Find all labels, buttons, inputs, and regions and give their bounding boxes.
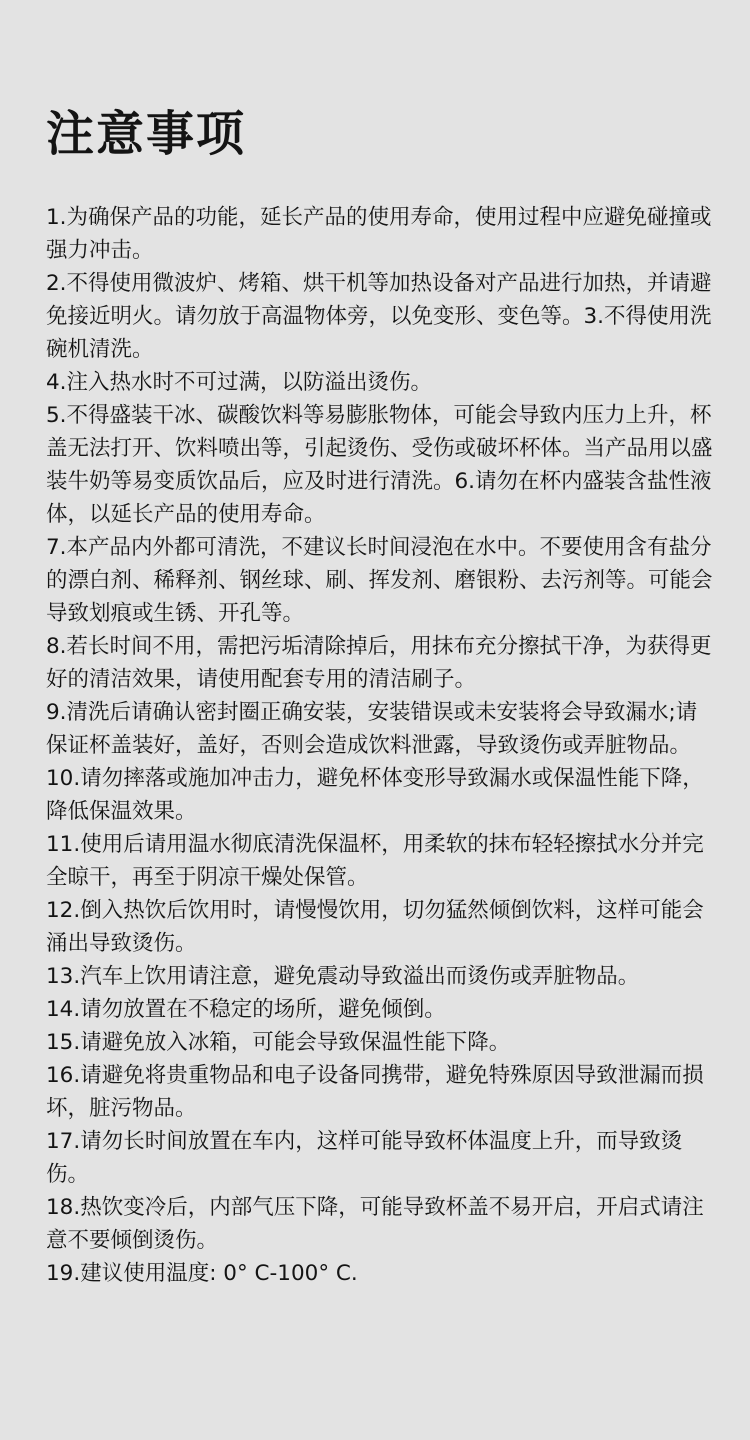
note-item-9: 9.清洗后请确认密封圈正确安装，安装错误或未安装将会导致漏水;请保证杯盖装好，盖好，否则会造成饮料泄露，导致烫伤或弄脏物品。: [46, 700, 698, 758]
note-item-13: 13.汽车上饮用请注意，避免震动导致溢出而烫伤或弄脏物品。: [46, 964, 640, 989]
notes-list: [46, 201, 716, 1290]
note-item-14: 14.请勿放置在不稳定的场所，避免倾倒。: [46, 997, 446, 1022]
note-item-8: 8.若长时间不用，需把污垢清除掉后，用抹布充分擦拭干净，为获得更好的清洁效果，请使用配套专用的清洁刷子。: [46, 634, 712, 692]
note-item-10: 10.请勿摔落或施加冲击力，避免杯体变形导致漏水或保温性能下降，降低保温效果。: [46, 766, 704, 824]
note-item-12: 12.倒入热饮后饮用时，请慢慢饮用，切勿猛然倾倒饮料，这样可能会涌出导致烫伤。: [46, 898, 704, 956]
note-item-16: 16.请避免将贵重物品和电子设备同携带，避免特殊原因导致泄漏而损坏，脏污物品。: [46, 1063, 704, 1121]
note-item-17: 17.请勿长时间放置在车内，这样可能导致杯体温度上升，而导致烫伤。: [46, 1129, 683, 1187]
page-title: 注意事项: [46, 106, 247, 162]
note-item-11: 11.使用后请用温水彻底清洗保温杯，用柔软的抹布轻轻擦拭水分并完全晾干，再至于阴凉干燥处保管。: [46, 832, 704, 890]
note-item-4: 4.注入热水时不可过满，以防溢出烫伤。: [46, 370, 433, 395]
note-item-15: 15.请避免放入冰箱，可能会导致保温性能下降。: [46, 1030, 511, 1055]
note-item-19: 19.建议使用温度: 0° C-100° C.: [46, 1261, 358, 1286]
note-item-2: 2.不得使用微波炉、烤箱、烘干机等加热设备对产品进行加热，并请避免接近明火。请勿放于高温物体旁，以免变形、变色等。3.不得使用洗碗机清洗。: [46, 271, 712, 362]
note-item-18: 18.热饮变冷后，内部气压下降，可能导致杯盖不易开启，开启式请注意不要倾倒烫伤。: [46, 1195, 704, 1253]
note-item-7: 7.本产品内外都可清洗，不建议长时间浸泡在水中。不要使用含有盐分的漂白剂、稀释剂、钢丝球、刷、挥发剂、磨银粉、去污剂等。可能会导致划痕或生锈、开孔等。: [46, 535, 713, 626]
note-item-1: 1.为确保产品的功能，延长产品的使用寿命，使用过程中应避免碰撞或强力冲击。: [46, 205, 712, 263]
note-item-5: 5.不得盛装干冰、碳酸饮料等易膨胀物体，可能会导致内压力上升，杯盖无法打开、饮料喷出等，引起烫伤、受伤或破坏杯体。当产品用以盛装牛奶等易变质饮品后，应及时进行清洗。6.请勿在杯内盛装含盐性液体，以延长产品的使用寿命。: [46, 403, 713, 527]
